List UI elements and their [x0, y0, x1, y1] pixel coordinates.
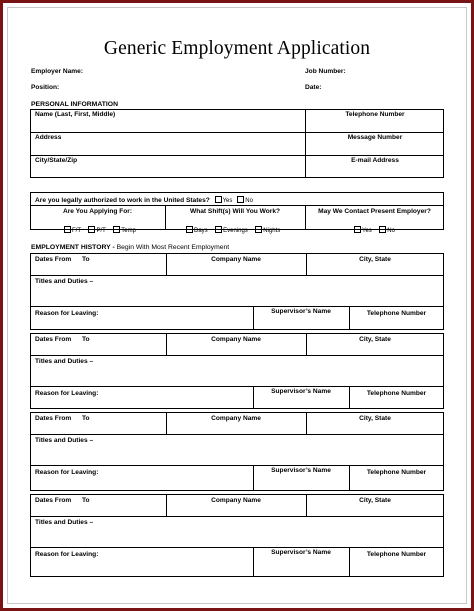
titles-duties-field[interactable]: Titles and Duties –	[35, 358, 94, 365]
dates-to-field[interactable]: To	[82, 336, 90, 343]
contact-yes-label: Yes	[362, 228, 372, 234]
supervisor-name-field[interactable]: Supervisor’s Name	[271, 388, 331, 395]
applying-for-options	[64, 219, 136, 237]
authorized-yes-checkbox[interactable]	[215, 196, 222, 203]
dates-from-field[interactable]: Dates From	[35, 336, 72, 343]
evenings-label: Evenings	[223, 228, 248, 234]
employment-entry	[30, 253, 444, 330]
column-divider	[349, 465, 350, 491]
history-telephone-field[interactable]: Telephone Number	[366, 469, 427, 476]
days-checkbox[interactable]	[186, 226, 193, 233]
employment-history-title: EMPLOYMENT HISTORY -	[31, 244, 117, 251]
pt-label: P/T	[96, 228, 106, 234]
city-state-field[interactable]: City, State	[359, 256, 391, 263]
history-telephone-field[interactable]: Telephone Number	[366, 310, 427, 317]
row-divider	[30, 306, 444, 307]
row-divider	[30, 132, 444, 133]
employment-history-subtitle: Begin With Most Recent Employment	[116, 244, 230, 251]
city-state-zip-field[interactable]: City/State/Zip	[35, 157, 78, 164]
reason-leaving-field[interactable]: Reason for Leaving:	[35, 310, 99, 317]
contact-options	[354, 219, 395, 237]
ft-label: F/T	[72, 228, 81, 234]
supervisor-name-field[interactable]: Supervisor’s Name	[271, 467, 331, 474]
authorized-yes-label: Yes	[222, 198, 233, 204]
telephone-field[interactable]: Telephone Number	[345, 111, 405, 118]
city-state-field[interactable]: City, State	[359, 497, 391, 504]
shifts-label: What Shift(s) Will You Work?	[189, 208, 281, 215]
company-name-field[interactable]: Company Name	[211, 256, 261, 263]
row-divider	[30, 275, 444, 276]
titles-duties-field[interactable]: Titles and Duties –	[35, 519, 94, 526]
row-divider	[30, 465, 444, 466]
dates-from-field[interactable]: Dates From	[35, 415, 72, 422]
shift-options	[186, 219, 280, 237]
temp-label: Temp	[121, 228, 136, 234]
company-name-field[interactable]: Company Name	[211, 497, 261, 504]
dates-to-field[interactable]: To	[82, 256, 90, 263]
email-field[interactable]: E-mail Address	[351, 157, 399, 164]
address-field[interactable]: Address	[35, 134, 62, 141]
row-divider	[30, 386, 444, 387]
row-divider	[30, 516, 444, 517]
supervisor-name-field[interactable]: Supervisor’s Name	[271, 308, 331, 315]
reason-leaving-field[interactable]: Reason for Leaving:	[35, 469, 99, 476]
days-label: Days	[194, 228, 208, 234]
message-number-field[interactable]: Message Number	[347, 134, 403, 141]
employment-entry	[30, 494, 444, 577]
nights-checkbox[interactable]	[255, 226, 262, 233]
company-name-field[interactable]: Company Name	[211, 336, 261, 343]
authorized-no-label: No	[245, 198, 253, 204]
titles-duties-field[interactable]: Titles and Duties –	[35, 278, 94, 285]
employment-history-heading	[31, 245, 229, 252]
contact-yes-checkbox[interactable]	[354, 226, 361, 233]
row-divider	[30, 434, 444, 435]
job-number-label: Job Number:	[305, 68, 346, 75]
dates-to-field[interactable]: To	[82, 497, 90, 504]
date-label: Date:	[305, 84, 322, 91]
city-state-field[interactable]: City, State	[359, 415, 391, 422]
row-divider	[30, 355, 444, 356]
evenings-checkbox[interactable]	[215, 226, 222, 233]
supervisor-name-field[interactable]: Supervisor’s Name	[271, 549, 331, 556]
contact-employer-label: May We Contact Present Employer?	[318, 208, 431, 215]
dates-to-field[interactable]: To	[82, 415, 90, 422]
employment-entry	[30, 333, 444, 409]
authorized-label: Are you legally authorized to work in the United States?	[35, 197, 210, 204]
personal-info-table	[30, 109, 444, 178]
city-state-field[interactable]: City, State	[359, 336, 391, 343]
authorized-no-checkbox[interactable]	[237, 196, 244, 203]
column-divider	[349, 306, 350, 330]
column-divider	[305, 109, 306, 178]
ft-checkbox[interactable]	[64, 226, 71, 233]
contact-no-checkbox[interactable]	[379, 226, 386, 233]
row-divider	[30, 205, 444, 206]
company-name-field[interactable]: Company Name	[211, 415, 261, 422]
reason-leaving-field[interactable]: Reason for Leaving:	[35, 390, 99, 397]
titles-duties-field[interactable]: Titles and Duties –	[35, 437, 94, 444]
pt-checkbox[interactable]	[88, 226, 95, 233]
history-telephone-field[interactable]: Telephone Number	[366, 390, 427, 397]
position-label: Position:	[31, 84, 60, 91]
employer-name-label: Employer Name:	[31, 68, 84, 75]
row-divider	[30, 547, 444, 548]
personal-info-heading: PERSONAL INFORMATION	[31, 101, 118, 108]
dates-from-field[interactable]: Dates From	[35, 497, 72, 504]
authorized-question	[35, 196, 253, 205]
applying-for-label: Are You Applying For:	[62, 208, 133, 215]
nights-label: Nights	[263, 228, 281, 234]
name-field[interactable]: Name (Last, First, Middle)	[35, 111, 116, 118]
temp-checkbox[interactable]	[113, 226, 120, 233]
history-telephone-field[interactable]: Telephone Number	[366, 551, 427, 558]
dates-from-field[interactable]: Dates From	[35, 256, 72, 263]
contact-no-label: No	[387, 228, 395, 234]
form-title: Generic Employment Application	[103, 38, 371, 59]
employment-entry	[30, 412, 444, 491]
reason-leaving-field[interactable]: Reason for Leaving:	[35, 551, 99, 558]
row-divider	[30, 155, 444, 156]
